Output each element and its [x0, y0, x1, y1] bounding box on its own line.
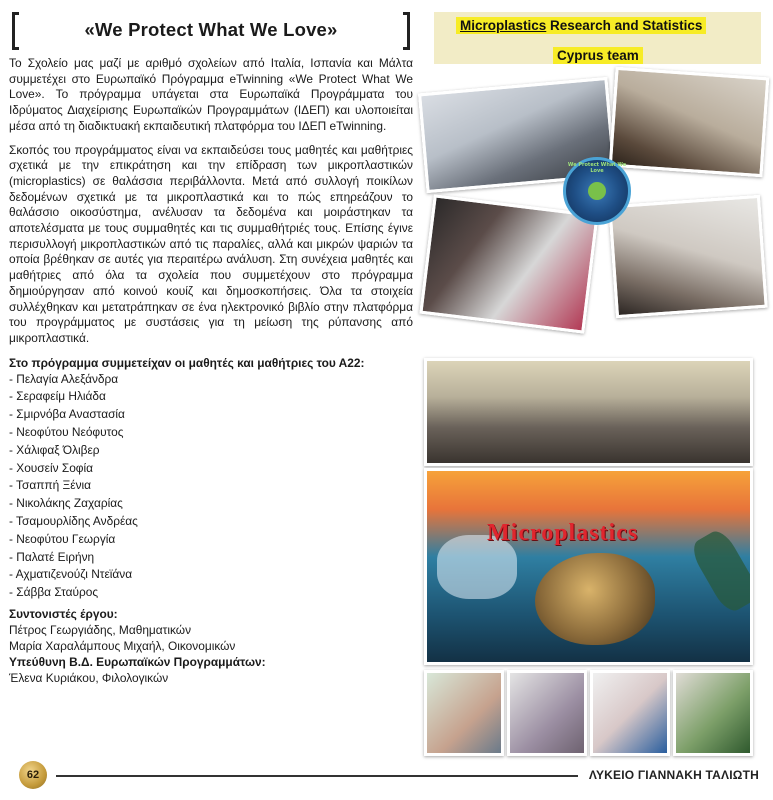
- etwinning-logo-icon: [563, 157, 631, 225]
- student-item: - Σεραφείμ Ηλιάδα: [9, 389, 106, 404]
- responsible-heading: Υπεύθυνη Β.Δ. Ευρωπαϊκών Προγραμμάτων:: [9, 655, 266, 670]
- poster-title: Microplastics: [487, 520, 639, 546]
- student-at-monitor-photo: [608, 195, 768, 318]
- right-bracket-icon: [403, 12, 410, 50]
- student-item: - Αχματιζενούζι Ντεϊάνα: [9, 567, 133, 582]
- lab-dissection-photo: [424, 670, 504, 756]
- student-item: - Χουσείν Σοφία: [9, 460, 94, 475]
- recycle-icon: [588, 182, 606, 200]
- classroom-photo: [424, 358, 753, 466]
- coordinator-name: Πέτρος Γεωργιάδης, Μαθηματικών: [9, 623, 192, 638]
- intro-paragraph: Το Σχολείο μας μαζί με αριθμό σχολείων από Ιταλία, Ισπανία και Μάλτα συμμετέχει στο Ευρωπαϊκό Πρόγραμμα eTwinning «We Protect What We Love». Το πρόγραμμα υπάγεται στα Ευρωπαϊκά Προγράμματα του Ιδρύματος Διαχείρισης Ευρωπαϊκών Προγραμμάτων (ΙΔΕΠ) και υλοποιείται μέσα από τη διαδικτυακή εκπαιδευτική πλατφόρμα του ΙΔΕΠ eTwinning.: [9, 56, 413, 133]
- article-title: «We Protect What We Love»: [84, 19, 338, 40]
- students-presentation-photo: [419, 194, 598, 333]
- student-lab-photo: [673, 670, 753, 756]
- students-heading: Στο πρόγραμμα συμμετείχαν οι μαθητές και μαθήτριες του Α22:: [9, 355, 365, 370]
- collage-header-line2: Cyprus team: [553, 47, 643, 64]
- coordinators-heading: Συντονιστές έργου:: [9, 607, 118, 622]
- footer-divider: [56, 775, 578, 777]
- student-item: - Νεοφύτου Νεόφυτος: [9, 425, 124, 440]
- bottle-icon: [688, 526, 753, 615]
- sea-turtle-icon: [535, 553, 655, 645]
- header-microplastics-word: Microplastics: [460, 18, 547, 33]
- student-item: - Τσαππή Ξένια: [9, 478, 92, 493]
- footer-school-name: ΛΥΚΕΙΟ ΓΙΑΝΝΑΚΗ ΤΑΛΙΩΤΗ: [588, 768, 759, 782]
- gloved-hands-photo: [590, 670, 670, 756]
- student-at-laptop-photo: [609, 67, 770, 177]
- student-item: - Τσαμουρλίδης Ανδρέας: [9, 514, 138, 529]
- page-number-badge: [19, 761, 47, 789]
- student-item: - Παλατέ Ειρήνη: [9, 549, 95, 564]
- page-number: 62: [26, 769, 40, 781]
- student-item: - Χάλιφαξ Όλιβερ: [9, 442, 100, 457]
- student-item: - Νεοφύτου Γεωργία: [9, 531, 116, 546]
- coordinators-block: [9, 606, 413, 686]
- photo-collage: [422, 0, 773, 760]
- coordinator-name: Μαρία Χαραλάμπους Μιχαήλ, Οικονομικών: [9, 639, 236, 654]
- student-item: - Πελαγία Αλεξάνδρα: [9, 371, 119, 386]
- students-list: [9, 371, 413, 602]
- purpose-paragraph: Σκοπός του προγράμματος είναι να εκπαιδεύσει τους μαθητές και μαθήτριες σχετικά με την επικράτηση και την επίδραση των μικροπλαστικών (microplastics) σε θαλάσσια περιβάλλοντα. Μετά από συλλογή ποικίλων δεδομένων σχετικά με τα μικροπλαστικά και το πώς επηρεάζουν το θαλάσσιο οικοσύστημα, ανέλυσαν τα δεδομένα και μοιράστηκαν τα αποτελέσματα με τους συμμαθητές και τις συμμαθήτριές τους. Επίσης έγινε περισυλλογή μικροπλαστικών από τις παραλίες, αλλά και μικρών ψαριών τα οποία βρέθηκαν σε αυτές για περαιτέρω ανάλυση. Στη συνέχεια μαθητές και μαθήτριες από όλα τα σχολεία που συμμετέχουν στο πρόγραμμα δημιούργησαν από κοινού κουίζ και δημοσκοπήσεις. Όλα τα στοιχεία συλλέχθηκαν και μετατράπηκαν σε ένα ηλεκτρονικό βιβλίο στην πλατφόρμα του προγράμματος με συστάσεις για τη μείωση της ρύπανσης από μικροπλαστικά.: [9, 142, 413, 345]
- student-item: - Νικολάκης Ζαχαρίας: [9, 496, 123, 511]
- responsible-name: Έλενα Κυριάκου, Φιλολογικών: [9, 671, 169, 686]
- student-item: - Σμιρνόβα Αναστασία: [9, 407, 125, 422]
- title-block: [9, 10, 413, 56]
- microplastics-poster: [424, 468, 753, 665]
- logo-caption: We Protect What We Love: [567, 162, 627, 174]
- article-column: [9, 10, 413, 686]
- fish-sample-photo: [507, 670, 587, 756]
- student-item: - Σάββα Σταύρος: [9, 585, 99, 600]
- header-rest: Research and Statistics: [546, 18, 703, 33]
- collage-header-line1: [456, 17, 706, 34]
